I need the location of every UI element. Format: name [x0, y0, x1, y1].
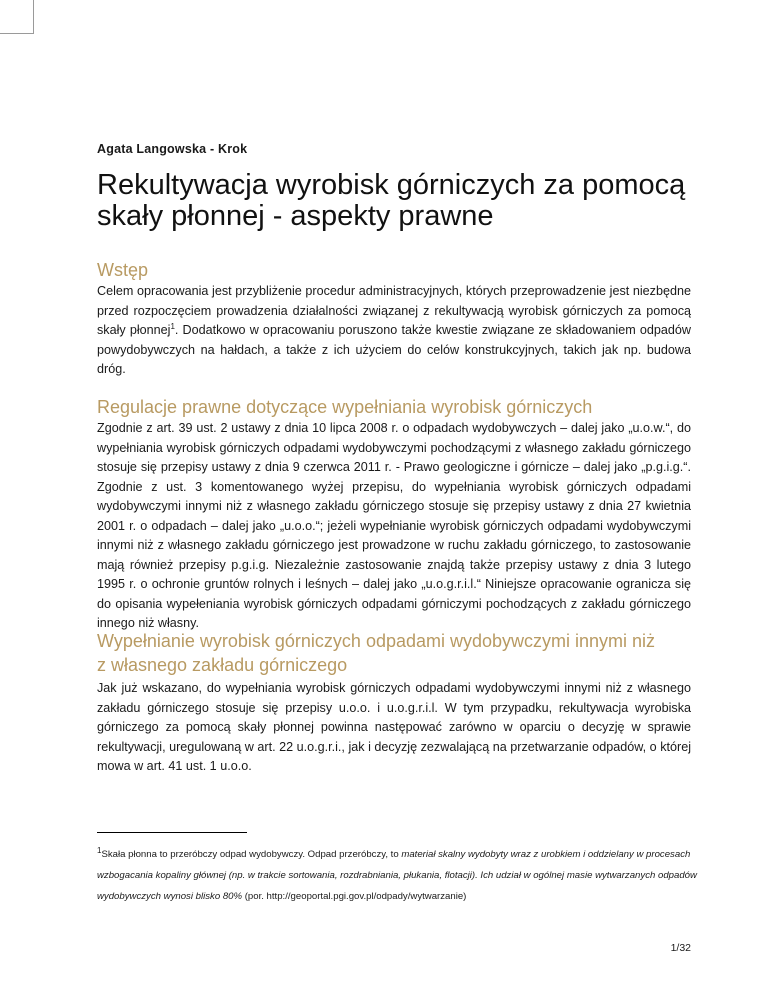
- footnote-quote: materiał skalny wydobyty wraz z urobkiem i oddzielany w procesach wzbogacania kopaliny głównej (np. w trakcie sortowania, rozdrabniania, płukania, flotacji). Ich udział w ogólnej masie wytwarzanych odpadów wydobywczych wynosi blisko 80%: [97, 849, 697, 902]
- section-paragraph-intro: [97, 282, 691, 380]
- footnote: [97, 844, 697, 907]
- corner-box: [0, 0, 34, 34]
- heading-line-1: Wypełnianie wyrobisk górniczych odpadami wydobywczymi innymi niż: [97, 631, 656, 651]
- document-title: Rekultywacja wyrobisk górniczych za pomocą skały płonnej - aspekty prawne: [97, 169, 686, 232]
- section-heading-intro: Wstęp: [97, 260, 149, 280]
- section-heading-regulations: Regulacje prawne dotyczące wypełniania wyrobisk górniczych: [97, 397, 593, 417]
- intro-text-start: Celem opracowania jest przybliżenie procedur administracyjnych, których przeprowadzenie jest niezbędne przed rozpoczęciem prowadzenia działalności związanej z rekultywacją wyrobisk górniczych za pomocą skały płonnej: [97, 284, 691, 337]
- author-name: Agata Langowska - Krok: [97, 142, 248, 156]
- footnote-ref[interactable]: 1: [170, 321, 175, 331]
- heading-line-2: z własnego zakładu górniczego: [97, 655, 348, 675]
- section-paragraph-filling: Jak już wskazano, do wypełniania wyrobisk górniczych odpadami wydobywczymi innymi niż z własnego zakładu górniczego stosuje się przepisy u.o.o. i u.o.g.r.i.l. W tym przypadku, rekultywacja wyrobiska górniczego za pomocą skały płonnej powinna następować zarówno w oparciu o decyzję w sprawie rekultywacji, uregulowaną w art. 22 u.o.g.r.i., jak i decyzję zezwalającą na przetwarzanie odpadów, o której mowa w art. 41 ust. 1 u.o.o.: [97, 681, 691, 773]
- footnote-number: 1: [97, 845, 102, 855]
- page-number: 1/32: [670, 942, 691, 954]
- intro-text-end: . Dodatkowo w opracowaniu poruszono także kwestie związane ze składowaniem odpadów powydobywczych na hałdach, a także z ich użyciem do celów konstrukcyjnych, takich jak np. budowa dróg.: [97, 323, 691, 376]
- section-paragraph-regulations: Zgodnie z art. 39 ust. 2 ustawy z dnia 10 lipca 2008 r. o odpadach wydobywczych – dalej jako „u.o.w.“, do wypełniania wyrobisk górniczych odpadami wydobywczymi pochodzącymi z własnego zakładu górniczego stosuje się przepisy ustawy z dnia 9 czerwca 2011 r. - Prawo geologiczne i górnicze – dalej jako „p.g.i.g.“. Zgodnie z ust. 3 komentowanego wyżej przepisu, do wypełniania wyrobisk górniczych odpadami wydobywczymi innymi niż z własnego zakładu górniczego stosuje się przepisy ustawy z dnia 27 kwietnia 2001 r. o odpadach – dalej jako „u.o.o.“; jeżeli wypełnianie wyrobisk górniczych odpadami wydobywczymi innymi niż z własnego zakładu górniczego jest prowadzone w ruchu zakładu górniczego, to zastosowanie mają również przepisy p.g.i.g. Niezależnie zastosowanie znajdą także przepisy ustawy z dnia 3 lutego 1995 r. o ochronie gruntów rolnych i leśnych – dalej jako „u.o.g.r.i.l.“ Niniejsze opracowanie ogranicza się do opisania wypełeniania wyrobisk górniczych odpadami górniczymi pochodzących z zakładu górniczego innego niż własny.: [97, 421, 691, 630]
- footnote-source: (por. http://geoportal.pgi.gov.pl/odpady/wytwarzanie): [242, 891, 467, 902]
- footnote-text: Skała płonna to przeróbczy odpad wydobywczy. Odpad przeróbczy, to: [101, 849, 402, 860]
- section-heading-filling: [97, 629, 655, 677]
- footnote-divider: [97, 832, 247, 833]
